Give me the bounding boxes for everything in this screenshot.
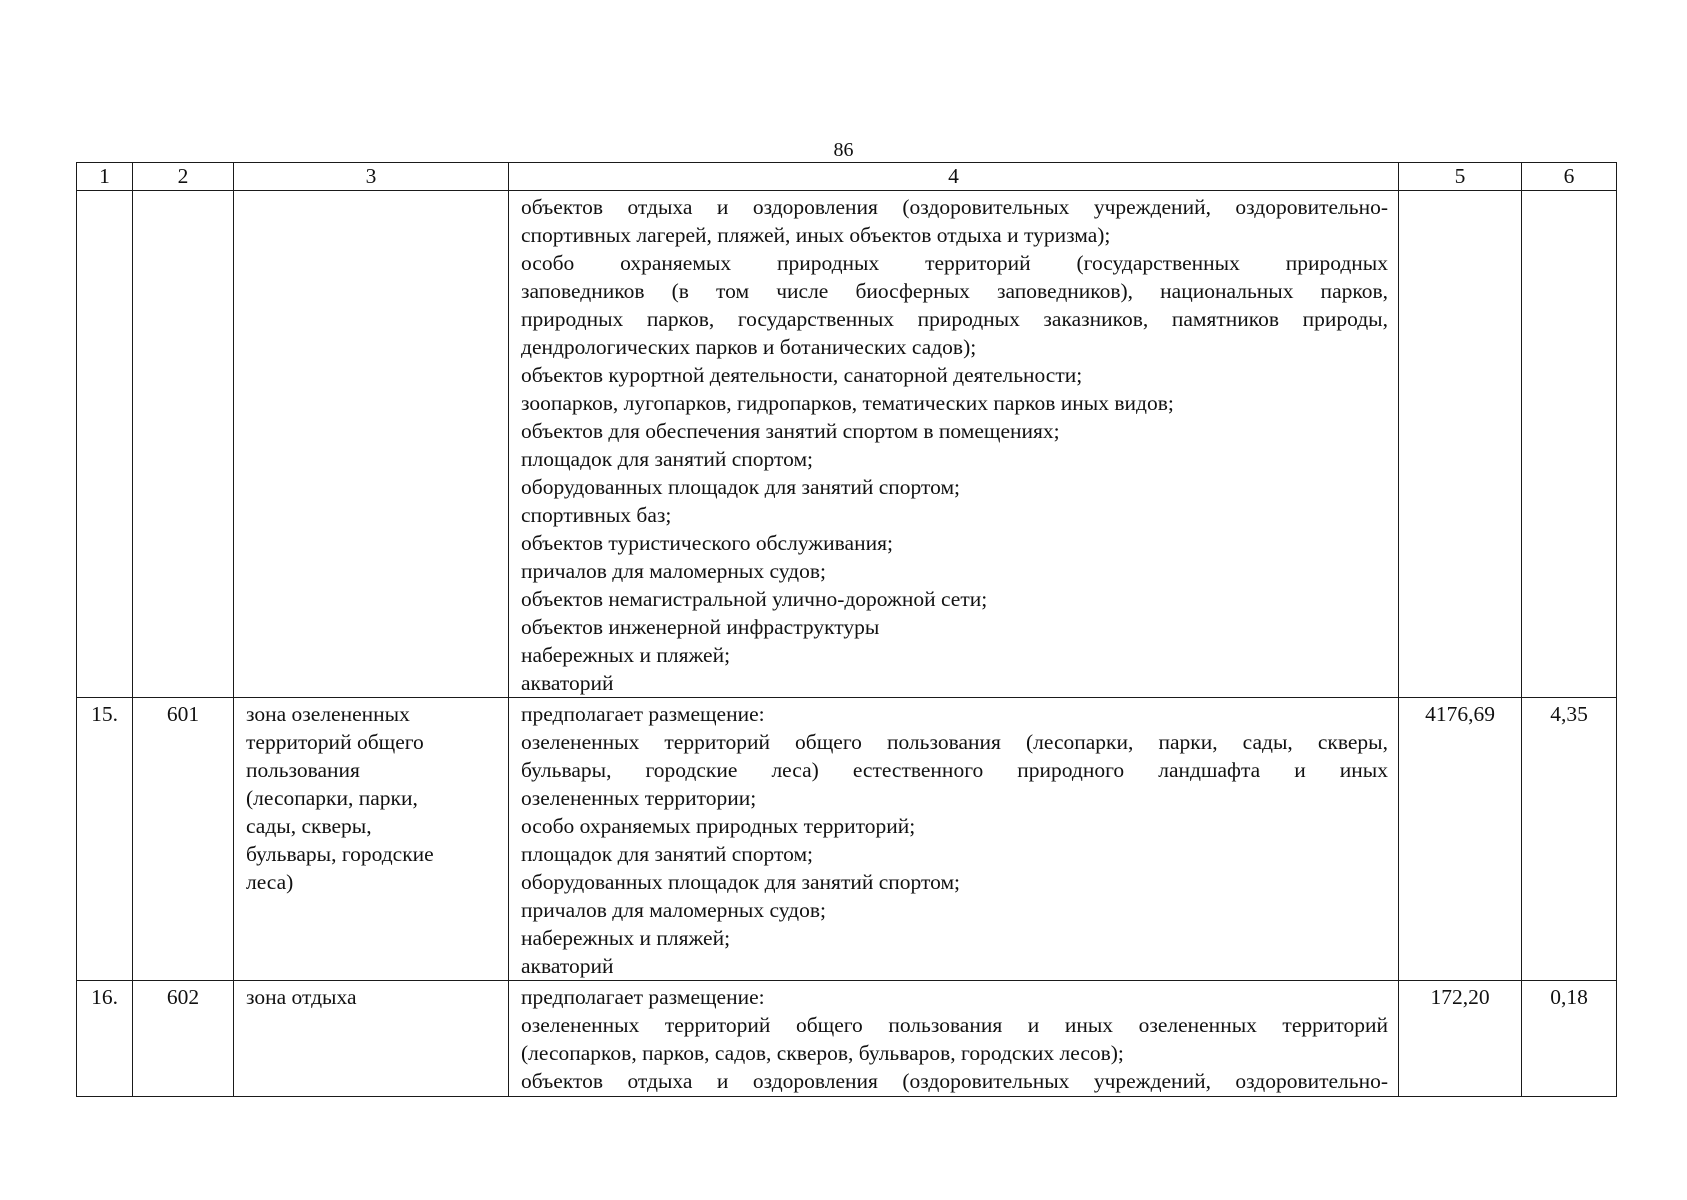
- description-line: площадок для занятий спортом;: [521, 842, 814, 866]
- description-line: заповедников (в том числе биосферных заповедников), национальных парков,: [521, 279, 1388, 303]
- description-line: объектов отдыха и оздоровления (оздоровительных учреждений, оздоровительно-: [521, 1069, 1388, 1093]
- description-line: объектов немагистральной улично-дорожной сети;: [521, 587, 988, 611]
- zone-name-line: зона отдыха: [246, 985, 357, 1009]
- zone-name-cell: [234, 981, 509, 1097]
- description-line: объектов инженерной инфраструктуры: [521, 615, 880, 639]
- description-line: предполагает размещение:: [521, 702, 765, 726]
- description-line: особо охраняемых природных территорий;: [521, 814, 916, 838]
- zone-name-line: (лесопарки, парки,: [246, 786, 418, 810]
- description-line: акваторий: [521, 671, 614, 695]
- description-line: озелененных территории;: [521, 786, 757, 810]
- description-line: особо охраняемых природных территорий (государственных природных: [521, 251, 1388, 275]
- table-row: [77, 191, 1617, 698]
- zone-name-line: зона озелененных: [246, 702, 410, 726]
- zone-description-cell: [509, 698, 1399, 981]
- description-line: набережных и пляжей;: [521, 643, 731, 667]
- share-cell: 0,18: [1522, 981, 1617, 1097]
- table-row: [77, 981, 1617, 1097]
- zone-code-cell: [133, 191, 234, 698]
- description-line: (лесопарков, парков, садов, скверов, бульваров, городских лесов);: [521, 1041, 1124, 1065]
- description-line: площадок для занятий спортом;: [521, 447, 814, 471]
- header-cell: 1: [77, 163, 133, 191]
- description-line: причалов для маломерных судов;: [521, 898, 826, 922]
- description-line: объектов отдыха и оздоровления (оздоровительных учреждений, оздоровительно-: [521, 195, 1388, 219]
- zone-name-line: пользования: [246, 758, 360, 782]
- description-line: спортивных баз;: [521, 503, 672, 527]
- description-line: природных парков, государственных природных заказников, памятников природы,: [521, 307, 1388, 331]
- zone-code-cell: 602: [133, 981, 234, 1097]
- page-number: 86: [833, 139, 854, 161]
- header-cell: 6: [1522, 163, 1617, 191]
- zone-name-line: леса): [246, 870, 294, 894]
- zone-name-cell: [234, 698, 509, 981]
- header-row: [77, 163, 1617, 191]
- zone-name-line: бульвары, городские: [246, 842, 434, 866]
- zone-description-cell: [509, 191, 1399, 698]
- area-cell: [1399, 191, 1522, 698]
- zone-code-cell: 601: [133, 698, 234, 981]
- zones-table: [76, 162, 1617, 1097]
- zone-name-line: сады, скверы,: [246, 814, 372, 838]
- description-line: набережных и пляжей;: [521, 926, 731, 950]
- description-line: озелененных территорий общего пользования и иных озелененных территорий: [521, 1013, 1388, 1037]
- description-line: оборудованных площадок для занятий спортом;: [521, 870, 961, 894]
- header-cell: 3: [234, 163, 509, 191]
- zone-name-cell: [234, 191, 509, 698]
- area-cell: 4176,69: [1399, 698, 1522, 981]
- description-line: оборудованных площадок для занятий спортом;: [521, 475, 961, 499]
- description-line: объектов для обеспечения занятий спортом в помещениях;: [521, 419, 1060, 443]
- description-line: озелененных территорий общего пользования (лесопарки, парки, сады, скверы,: [521, 730, 1388, 754]
- zone-name-line: территорий общего: [246, 730, 424, 754]
- zone-description-cell: [509, 981, 1399, 1097]
- description-line: зоопарков, лугопарков, гидропарков, тематических парков иных видов;: [521, 391, 1174, 415]
- description-line: объектов курортной деятельности, санаторной деятельности;: [521, 363, 1083, 387]
- description-line: объектов туристического обслуживания;: [521, 531, 893, 555]
- description-line: спортивных лагерей, пляжей, иных объектов отдыха и туризма);: [521, 223, 1111, 247]
- row-number-cell: 15.: [77, 698, 133, 981]
- description-line: причалов для маломерных судов;: [521, 559, 826, 583]
- header-cell: 5: [1399, 163, 1522, 191]
- table-row: [77, 698, 1617, 981]
- share-cell: [1522, 191, 1617, 698]
- header-cell: 4: [509, 163, 1399, 191]
- description-line: предполагает размещение:: [521, 985, 765, 1009]
- description-line: дендрологических парков и ботанических садов);: [521, 335, 977, 359]
- row-number-cell: 16.: [77, 981, 133, 1097]
- share-cell: 4,35: [1522, 698, 1617, 981]
- row-number-cell: [77, 191, 133, 698]
- description-line: акваторий: [521, 954, 614, 978]
- area-cell: 172,20: [1399, 981, 1522, 1097]
- description-line: бульвары, городские леса) естественного природного ландшафта и иных: [521, 758, 1388, 782]
- header-cell: 2: [133, 163, 234, 191]
